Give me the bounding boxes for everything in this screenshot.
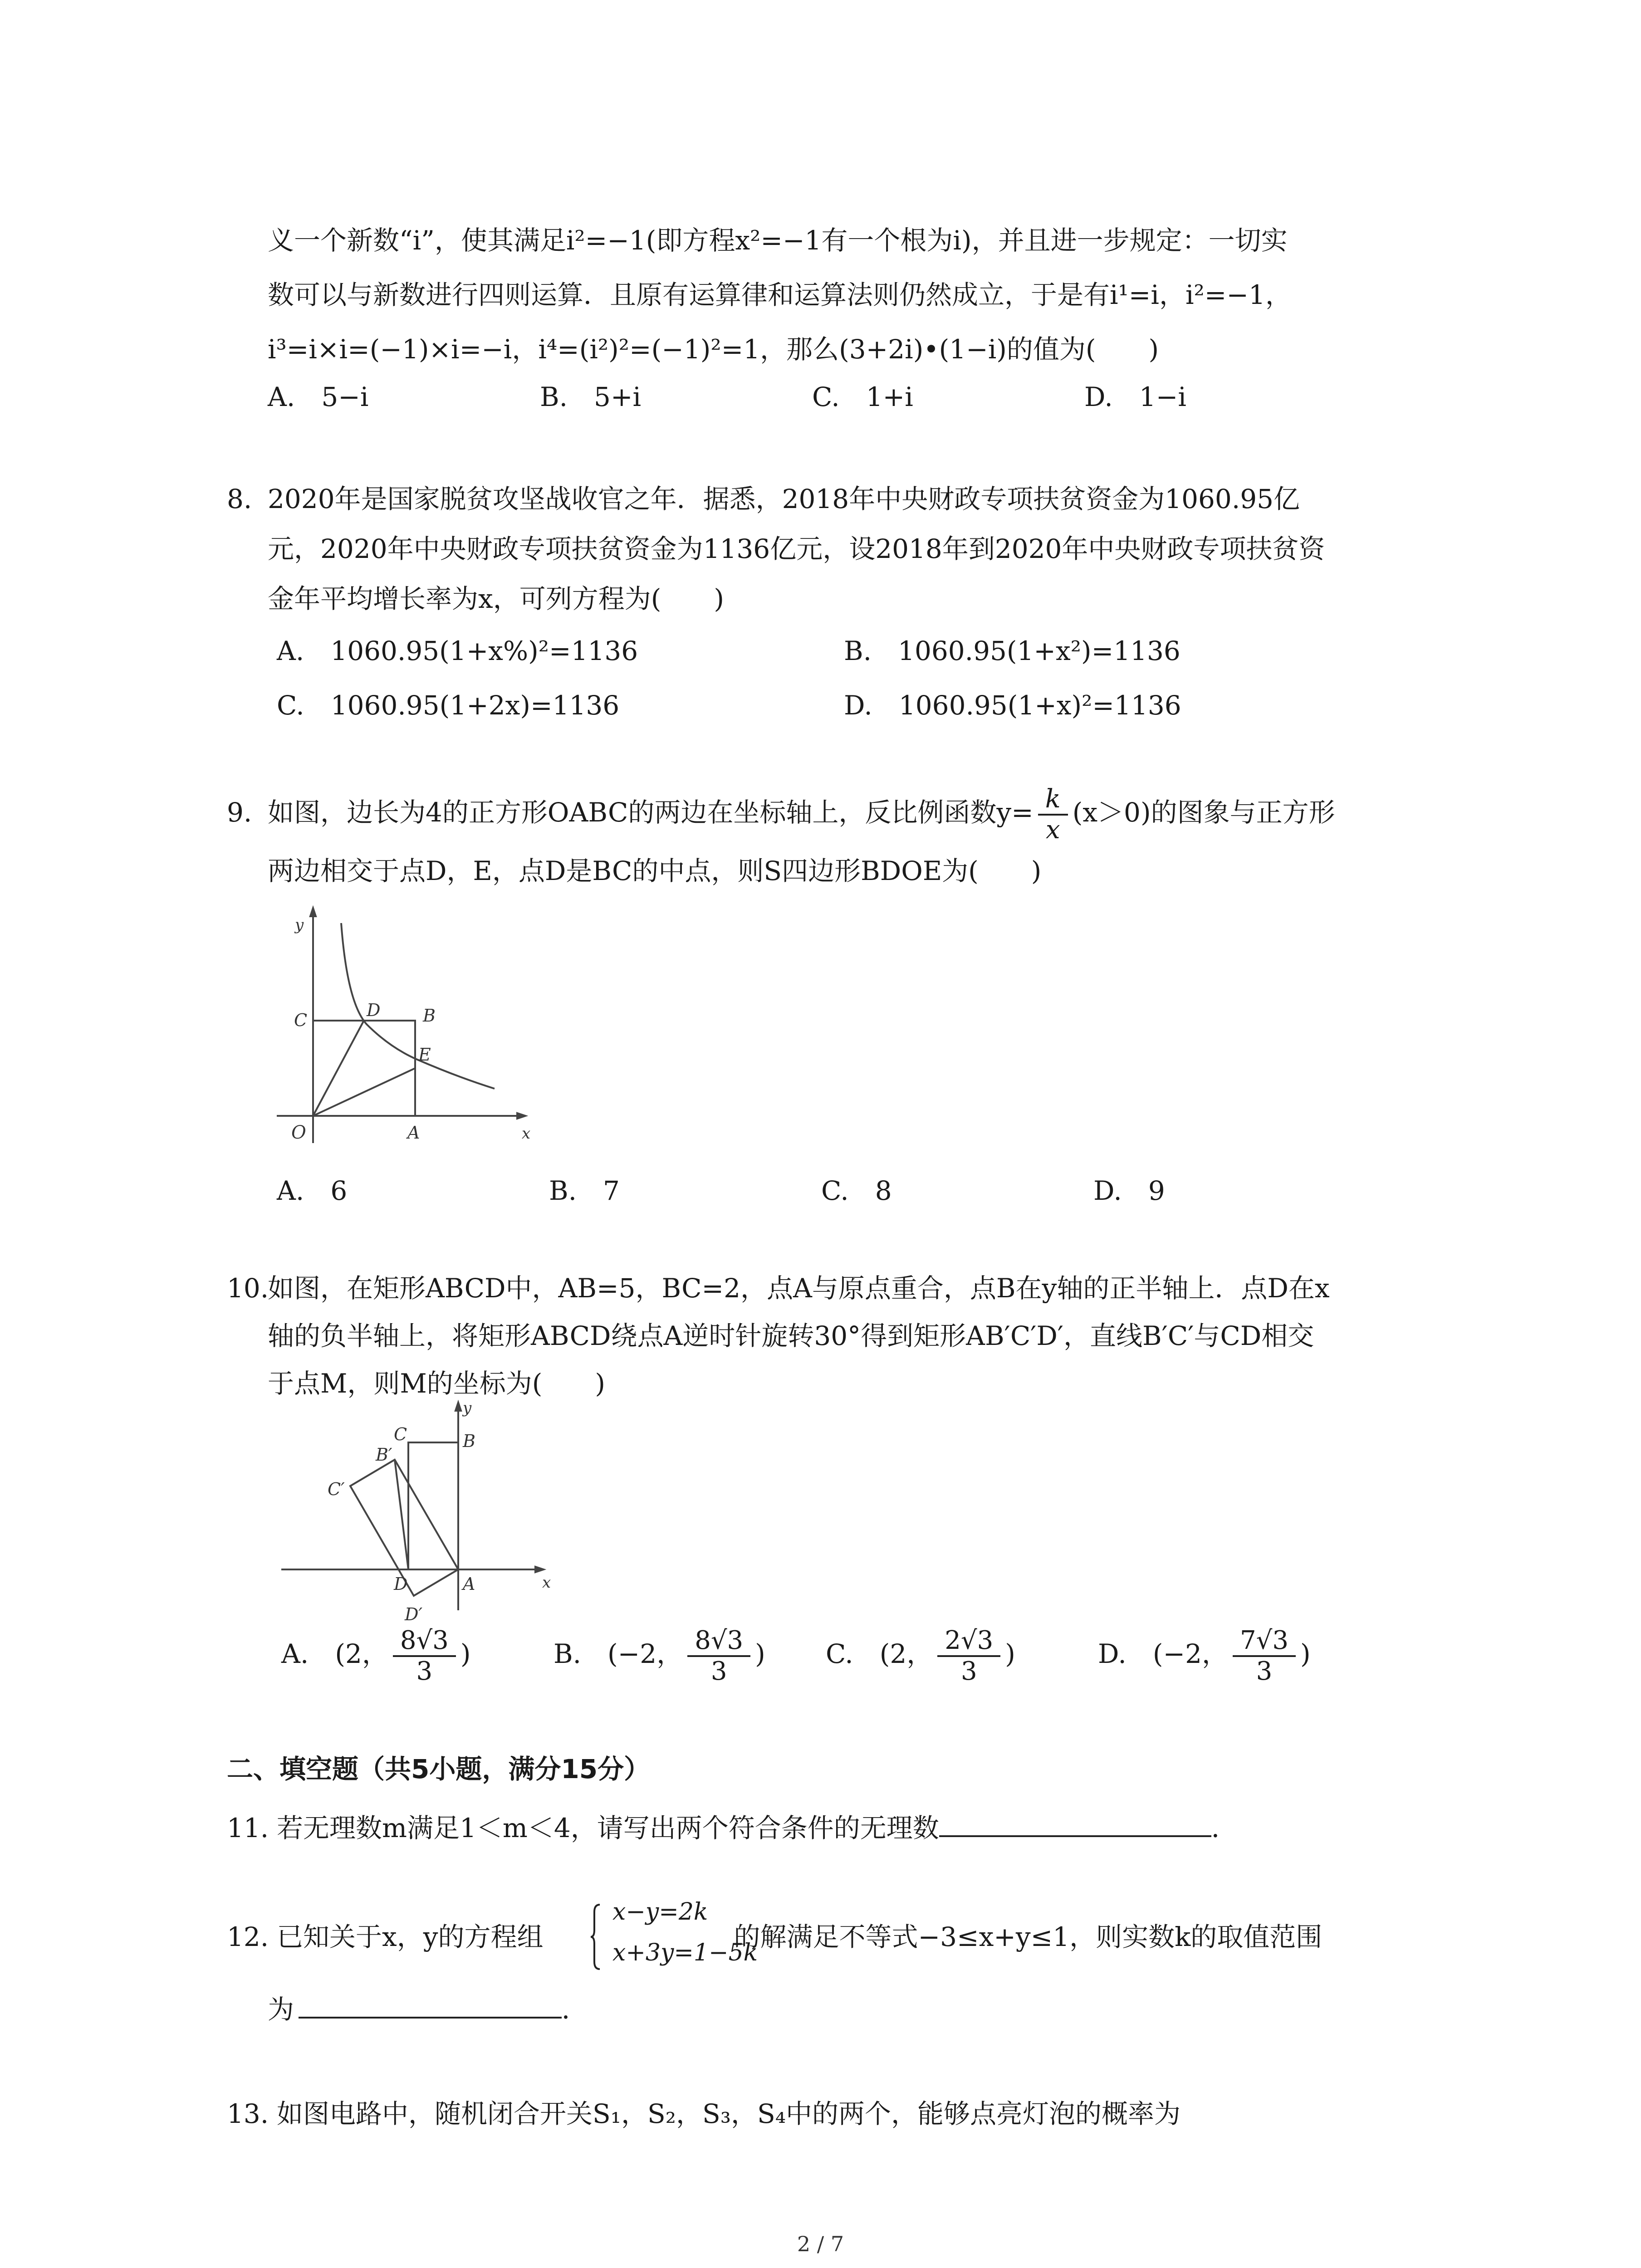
q10-line-2: 轴的负半轴上，将矩形ABCD绕点A逆时针旋转30°得到矩形AB′C′D′，直线B′C′与CD相交 bbox=[268, 1320, 1314, 1351]
q9-label-e: E bbox=[418, 1045, 431, 1065]
q9-fraction-denominator: x bbox=[1045, 815, 1060, 845]
q10-label-a: A bbox=[463, 1574, 475, 1594]
q7-option-b[interactable]: B. 5+i bbox=[540, 381, 642, 412]
q11-answer-blank[interactable] bbox=[939, 1831, 1211, 1837]
q9-line-2: 两边相交于点D，E，点D是BC的中点，则S四边形BDOE为( ) bbox=[268, 855, 1042, 886]
q10-x-arrow bbox=[535, 1567, 544, 1572]
q10-option-a-post: ) bbox=[460, 1638, 471, 1670]
q10-y-arrow bbox=[456, 1403, 461, 1411]
q8-line-1 bbox=[227, 481, 1300, 517]
q9-x-arrow bbox=[517, 1113, 525, 1119]
q10-label-x: x bbox=[542, 1574, 551, 1592]
q7-line-2: 数可以与新数进行四则运算．且原有运算律和运算法则仍然成立，于是有i¹=i，i²=−1， bbox=[268, 279, 1292, 310]
q10-option-d[interactable] bbox=[1098, 1626, 1311, 1686]
q9-option-d[interactable]: D. 9 bbox=[1093, 1175, 1165, 1206]
q9-options bbox=[277, 1173, 1456, 1209]
q10-label-b-prime: B′ bbox=[376, 1445, 392, 1465]
q7-option-c[interactable]: C. 1+i bbox=[812, 381, 913, 412]
q7-line-1: 义一个新数“i”，使其满足i²=−1(即方程x²=−1有一个根为i)，并且进一步规定：一切实 bbox=[268, 225, 1288, 256]
q8-options-row-2 bbox=[277, 687, 1456, 723]
q10-label-d: D bbox=[394, 1574, 408, 1594]
q10-label-c-prime: C′ bbox=[328, 1479, 345, 1499]
q10-option-d-den: 3 bbox=[1256, 1657, 1273, 1686]
q11-text: 若无理数m满足1＜m＜4，请写出两个符合条件的无理数 bbox=[277, 1813, 939, 1843]
q10-option-a-fraction bbox=[393, 1626, 456, 1686]
q9-number: 9. bbox=[227, 797, 252, 828]
q10-option-a-pre: A. (2， bbox=[281, 1638, 388, 1670]
q10-option-b-pre: B. (−2， bbox=[554, 1638, 683, 1670]
q10-option-c-den: 3 bbox=[960, 1657, 977, 1686]
q9-option-a[interactable]: A. 6 bbox=[277, 1175, 348, 1206]
q12-brace-shape bbox=[590, 1903, 602, 1971]
q9-segment-oe bbox=[313, 1068, 415, 1116]
q10-segment-dm bbox=[395, 1460, 408, 1569]
page-number: 2 / 7 bbox=[797, 2232, 844, 2256]
q9-fraction bbox=[1038, 785, 1068, 845]
q10-option-d-fraction bbox=[1233, 1626, 1296, 1686]
q8-text-1: 2020年是国家脱贫攻坚战收官之年．据悉，2018年中央财政专项扶贫资金为1060.95亿 bbox=[268, 484, 1300, 514]
q10-option-c-fraction bbox=[937, 1626, 1000, 1686]
q8-option-b[interactable]: B. 1060.95(1+x²)=1136 bbox=[844, 635, 1181, 666]
q10-option-c[interactable] bbox=[826, 1626, 1015, 1686]
q9-label-b: B bbox=[423, 1006, 436, 1026]
q9-option-b[interactable]: B. 7 bbox=[549, 1175, 620, 1206]
q7-option-d[interactable]: D. 1−i bbox=[1084, 381, 1186, 412]
q8-number: 8. bbox=[227, 484, 252, 514]
q9-fraction-numerator: k bbox=[1038, 785, 1068, 816]
q8-option-a[interactable]: A. 1060.95(1+x%)²=1136 bbox=[277, 635, 638, 666]
q12-text-b: 的解满足不等式−3≤x+y≤1，则实数k的取值范围 bbox=[734, 1921, 1323, 1952]
q8-option-c[interactable]: C. 1060.95(1+2x)=1136 bbox=[277, 690, 620, 721]
q9-label-x: x bbox=[522, 1124, 531, 1143]
q12-number: 12. bbox=[227, 1921, 269, 1952]
q9-figure bbox=[263, 898, 544, 1161]
q9-line-1 bbox=[227, 785, 1335, 845]
q9-square-oabc bbox=[313, 1021, 415, 1116]
q9-segment-od bbox=[313, 1021, 364, 1116]
q12-answer-blank[interactable] bbox=[299, 2012, 562, 2019]
q10-option-b[interactable] bbox=[554, 1626, 765, 1686]
q10-option-b-num: 8√3 bbox=[687, 1626, 750, 1657]
q11-line bbox=[227, 1810, 1238, 1846]
q10-figure bbox=[272, 1397, 563, 1651]
q10-option-d-num: 7√3 bbox=[1233, 1626, 1296, 1657]
q9-label-d: D bbox=[367, 1000, 381, 1020]
q10-option-a[interactable] bbox=[281, 1626, 470, 1686]
q10-option-c-num: 2√3 bbox=[937, 1626, 1000, 1657]
q10-rectangle-abcd bbox=[408, 1442, 458, 1569]
section-fill-in-title: 二、填空题（共5小题，满分15分） bbox=[227, 1754, 651, 1784]
q10-label-d-prime: D′ bbox=[405, 1604, 423, 1624]
q13-line bbox=[227, 2096, 1181, 2132]
q10-options bbox=[281, 1626, 1461, 1690]
q10-option-b-den: 3 bbox=[710, 1657, 727, 1686]
q8-line-2: 元，2020年中央财政专项扶贫资金为1136亿元，设2018年到2020年中央财政专项扶贫资 bbox=[268, 533, 1325, 564]
q9-hyperbola bbox=[341, 923, 495, 1089]
q12-end: ． bbox=[562, 1994, 588, 2025]
q9-label-c: C bbox=[294, 1010, 308, 1030]
q10-label-y: y bbox=[463, 1399, 472, 1417]
q9-label-a: A bbox=[407, 1123, 420, 1143]
q10-option-b-fraction bbox=[687, 1626, 750, 1686]
q9-label-y: y bbox=[295, 916, 304, 934]
q12-equation-1: x−y=2k bbox=[612, 1898, 708, 1926]
q10-option-d-pre: D. (−2， bbox=[1098, 1638, 1228, 1670]
q13-number: 13. bbox=[227, 2098, 269, 2129]
q10-label-b: B bbox=[463, 1431, 475, 1451]
q12-equation-2: x+3y=1−5k bbox=[612, 1939, 758, 1966]
q12-text-a: 已知关于x，y的方程组 bbox=[277, 1921, 544, 1952]
q10-text-1: 如图，在矩形ABCD中，AB=5，BC=2，点A与原点重合，点B在y轴的正半轴上．点D在x bbox=[268, 1273, 1330, 1304]
q9-y-arrow bbox=[310, 908, 316, 916]
q8-options-row-1 bbox=[277, 633, 1456, 669]
q12-brace bbox=[590, 1903, 602, 1971]
q10-option-a-num: 8√3 bbox=[393, 1626, 456, 1657]
q11-number: 11. bbox=[227, 1813, 269, 1843]
q7-line-3: i³=i×i=(−1)×i=−i，i⁴=(i²)²=(−1)²=1，那么(3+2i)•(1−i)的值为( ) bbox=[268, 334, 1159, 365]
q10-number: 10. bbox=[227, 1273, 269, 1304]
q10-option-c-post: ) bbox=[1005, 1638, 1015, 1670]
q7-options bbox=[268, 379, 1447, 415]
q10-option-b-post: ) bbox=[755, 1638, 765, 1670]
q12-line-2 bbox=[268, 1991, 588, 2028]
q10-label-c: C bbox=[394, 1424, 407, 1444]
q12-equation-system bbox=[590, 1894, 780, 1980]
q10-line-1 bbox=[227, 1270, 1330, 1306]
q13-text: 如图电路中，随机闭合开关S₁，S₂，S₃，S₄中的两个，能够点亮灯泡的概率为 bbox=[277, 2098, 1181, 2129]
q12-text-line2: 为 bbox=[268, 1994, 294, 2025]
q10-option-a-den: 3 bbox=[416, 1657, 433, 1686]
q11-end: ． bbox=[1211, 1813, 1238, 1843]
q9-text-1a: 如图，边长为4的正方形OABC的两边在坐标轴上，反比例函数y= bbox=[268, 797, 1034, 828]
q7-option-a[interactable]: A. 5−i bbox=[268, 381, 369, 412]
q9-option-c[interactable]: C. 8 bbox=[821, 1175, 892, 1206]
q9-label-o: O bbox=[291, 1122, 306, 1143]
q10-line-3: 于点M，则M的坐标为( ) bbox=[268, 1368, 606, 1399]
q8-line-3: 金年平均增长率为x，可列方程为( ) bbox=[268, 583, 724, 614]
q10-option-c-pre: C. (2， bbox=[826, 1638, 933, 1670]
q8-option-d[interactable]: D. 1060.95(1+x)²=1136 bbox=[844, 690, 1181, 721]
q9-text-1b: (x＞0)的图象与正方形 bbox=[1072, 797, 1335, 828]
q10-option-d-post: ) bbox=[1300, 1638, 1311, 1670]
